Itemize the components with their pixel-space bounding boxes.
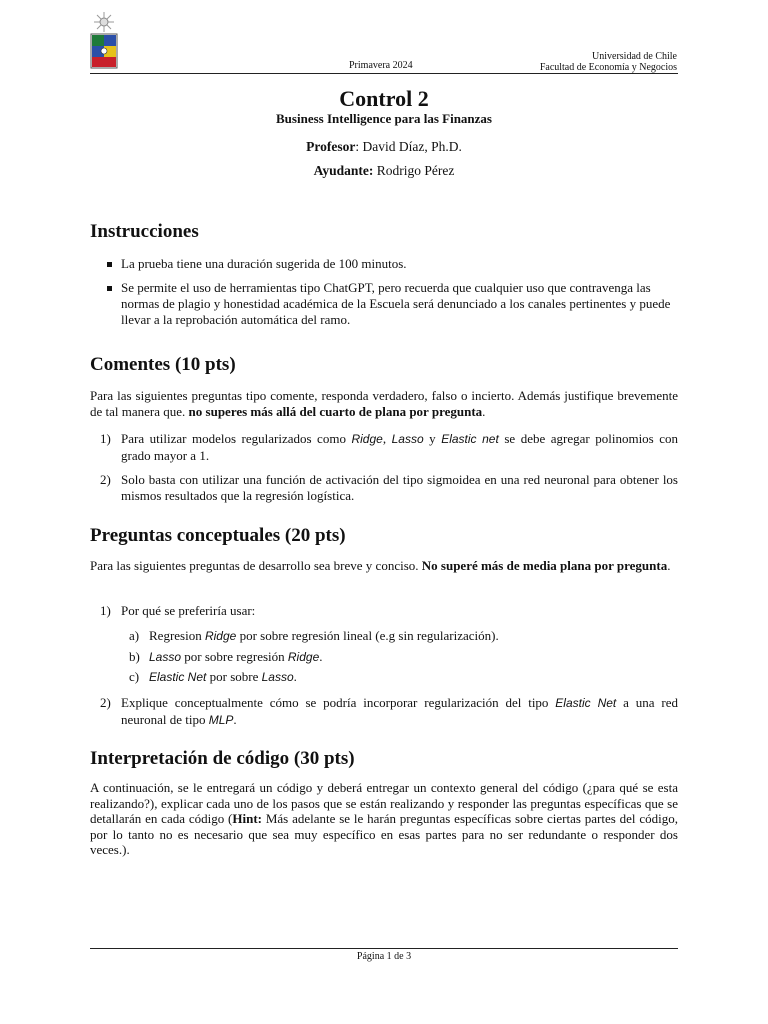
- professor-line: [0, 139, 768, 155]
- section-heading-comentes: Comentes (10 pts): [90, 354, 236, 375]
- assistant-name: Rodrigo Pérez: [373, 163, 455, 178]
- subquestion-text: [149, 649, 669, 666]
- comentes-intro-emphasis: no superes más allá del cuarto de plana por pregunta: [188, 403, 483, 419]
- question-text: [121, 431, 678, 463]
- question-text: Por qué se preferiría usar:: [121, 603, 256, 618]
- term-mlp: MLP: [208, 712, 234, 727]
- section-heading-codigo: Interpretación de código (30 pts): [90, 748, 355, 769]
- term-ridge: Ridge: [204, 629, 237, 643]
- subquestion-letter: c): [129, 669, 140, 684]
- semester-label: Primavera 2024: [349, 60, 413, 71]
- question-text: Solo basta con utilizar una función de activación del tipo sigmoidea en una red neuronal para obtener los mismos resultados que la regresión logística.: [121, 472, 678, 503]
- subquestion-text: [149, 669, 669, 686]
- term-ridge: Ridge: [287, 650, 320, 664]
- conceptuales-intro-end: .: [667, 558, 671, 573]
- document-title: Control 2: [339, 86, 429, 111]
- course-subtitle: Business Intelligence para las Finanzas: [276, 111, 492, 126]
- subquestion-letter: b): [129, 649, 140, 664]
- professor-name: : David Díaz, Ph.D.: [355, 139, 462, 154]
- codigo-hint-text: Más adelante se le harán preguntas específicas sobre ciertas partes del código, por lo tanto no es necesario que sea muy específico en esas partes para no ser redundante o responder dos veces.).: [90, 811, 679, 857]
- question-text-part: y: [423, 431, 442, 446]
- question-text-part: se debe agregar polinomios con grado mayor a 1.: [121, 431, 679, 463]
- question-text-part: a una red neuronal de tipo: [121, 695, 678, 727]
- professor-label: Profesor: [306, 139, 356, 154]
- subquestion-text-part: por sobre regresión: [181, 649, 288, 664]
- question-text-part: Para utilizar modelos regularizados como: [121, 431, 352, 446]
- question-text-part: Explique conceptualmente cómo se podría incorporar regularización del tipo: [121, 695, 556, 710]
- question-text: [121, 695, 678, 728]
- term-elastic-net: Elastic net: [441, 432, 499, 446]
- question-number: 2): [100, 695, 111, 710]
- term-lasso: Lasso: [391, 432, 424, 446]
- comentes-intro-text: Para las siguientes preguntas tipo comente, responda verdadero, falso o incierto. Además justifique brevemente de tal manera que.: [90, 388, 678, 419]
- codigo-intro: [90, 780, 678, 858]
- institution-label: [540, 51, 677, 73]
- comentes-intro-end: .: [482, 403, 486, 419]
- university-logo: [88, 10, 120, 70]
- hint-label: Hint:: [232, 811, 263, 826]
- question-number: 1): [100, 603, 111, 618]
- footer-divider: [90, 948, 678, 949]
- term-lasso: Lasso: [149, 650, 182, 664]
- subquestion-text-part: por sobre: [206, 669, 262, 684]
- assistant-line: [0, 163, 768, 179]
- bullet-icon: [107, 286, 112, 291]
- term-elastic-net: Elastic Net: [555, 696, 617, 710]
- subquestion-text-part: por sobre regresión lineal (e.g sin regularización).: [236, 628, 499, 643]
- section-heading-conceptuales: Preguntas conceptuales (20 pts): [90, 525, 346, 546]
- conceptuales-intro: [90, 558, 678, 574]
- term-ridge: Ridge: [351, 432, 383, 446]
- section-heading-instructions: Instrucciones: [90, 221, 199, 242]
- subquestion-text-part: Regresion: [149, 628, 205, 643]
- instruction-text: Se permite el uso de herramientas tipo ChatGPT, pero recuerda que cualquier uso que contravenga las normas de plagio y honestidad académica de la Escuela será denunciado a los canales pertinentes y puede llevar a la reprobación automática del ramo.: [121, 280, 671, 327]
- conceptuales-intro-emphasis: No superé más de media plana por pregunta: [421, 558, 668, 573]
- header-divider: [90, 73, 678, 74]
- subquestion-text-part: .: [319, 649, 323, 664]
- comentes-intro: [90, 388, 678, 419]
- term-elastic-net: Elastic Net: [149, 670, 207, 684]
- subquestion-text: [149, 628, 669, 645]
- question-text-part: .: [233, 711, 237, 727]
- term-lasso: Lasso: [261, 670, 294, 684]
- university-name: Universidad de Chile: [592, 51, 677, 62]
- question-number: 1): [100, 431, 111, 446]
- codigo-text: A continuación, se le entregará un código y deberá entregar un contexto general del código (¿para qué se esta realizando?), explicar cada uno de los pasos que se están realizando y responder las preguntas específicas que se detallarán en cada código (: [90, 780, 678, 826]
- subquestion-text-part: .: [293, 669, 297, 684]
- bullet-icon: [107, 262, 112, 267]
- conceptuales-intro-text: Para las siguientes preguntas de desarrollo sea breve y conciso.: [90, 558, 422, 573]
- assistant-label: Ayudante:: [313, 163, 374, 178]
- question-text-part: ,: [382, 431, 392, 446]
- faculty-name: Facultad de Economía y Negocios: [539, 62, 677, 73]
- subquestion-letter: a): [129, 628, 140, 643]
- question-number: 2): [100, 472, 111, 487]
- instruction-text: La prueba tiene una duración sugerida de 100 minutos.: [121, 256, 407, 271]
- page-number: Página 1 de 3: [356, 951, 412, 962]
